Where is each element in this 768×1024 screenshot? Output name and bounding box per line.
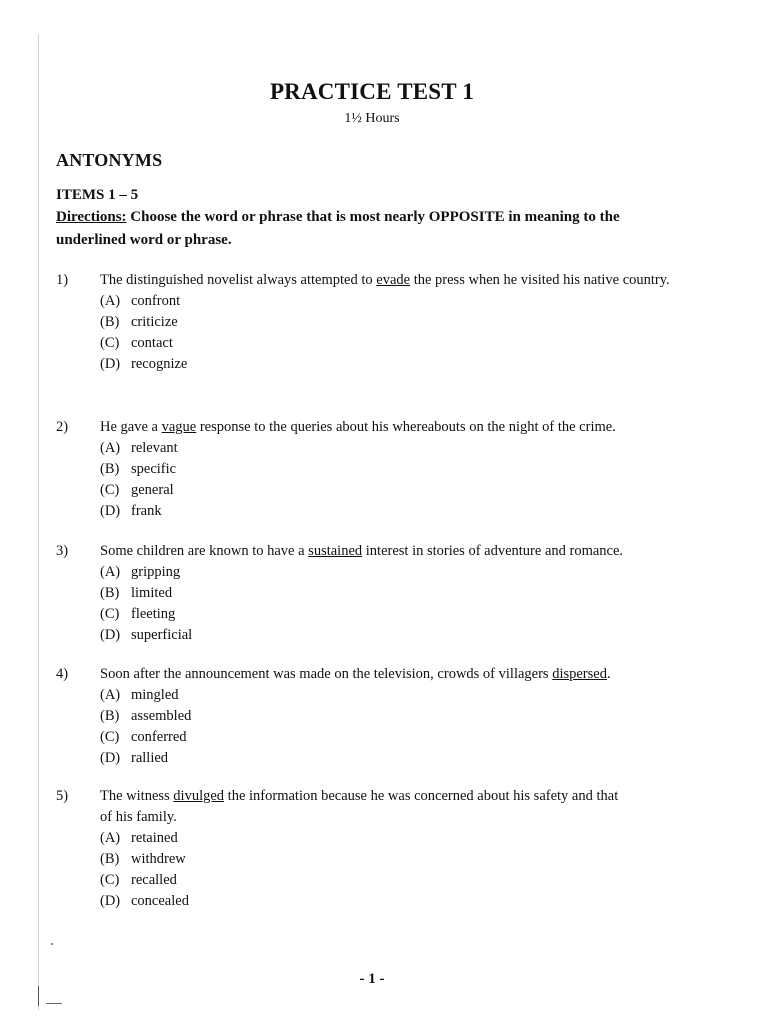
- question-stem: [100, 541, 690, 562]
- option-text: mingled: [131, 687, 179, 703]
- page-edge-rule: [38, 34, 39, 1010]
- answer-option[interactable]: [100, 501, 690, 522]
- option-letter: (A): [100, 564, 121, 580]
- underlined-word: sustained: [308, 543, 363, 559]
- time-limit: 1½ Hours: [344, 111, 400, 126]
- stem-text: response to the queries about his whereabouts on the night of the crime.: [196, 419, 616, 435]
- question-number: 2): [56, 419, 69, 435]
- option-letter: (A): [100, 440, 121, 456]
- stem-text: interest in stories of adventure and romance.: [362, 543, 624, 559]
- option-text: relevant: [131, 440, 178, 456]
- page-edge-mark: [38, 986, 39, 1006]
- page-number: - 1 -: [359, 971, 385, 987]
- option-letter: (B): [100, 314, 120, 330]
- question-stem: [100, 786, 620, 828]
- option-letter: (C): [100, 729, 120, 745]
- option-text: withdrew: [131, 851, 186, 867]
- option-letter: (D): [100, 893, 121, 909]
- underlined-word: vague: [161, 419, 197, 435]
- option-text: limited: [131, 585, 173, 601]
- option-letter: (B): [100, 851, 120, 867]
- question-number: 5): [56, 788, 69, 804]
- answer-option[interactable]: [100, 312, 690, 333]
- option-text: conferred: [131, 729, 187, 745]
- stem-text: The witness: [100, 788, 174, 804]
- stem-text: He gave a: [100, 419, 162, 435]
- page-title: PRACTICE TEST 1: [269, 79, 475, 104]
- option-letter: (C): [100, 606, 120, 622]
- answer-option[interactable]: [100, 625, 690, 646]
- answer-option[interactable]: [100, 828, 690, 849]
- answer-option[interactable]: [100, 870, 690, 891]
- answer-option[interactable]: [100, 480, 690, 501]
- option-text: frank: [131, 503, 162, 519]
- answer-option[interactable]: [100, 291, 690, 312]
- option-text: concealed: [131, 893, 189, 909]
- option-letter: (B): [100, 461, 120, 477]
- question-stem: [100, 417, 690, 438]
- option-text: criticize: [131, 314, 178, 330]
- option-text: general: [131, 482, 174, 498]
- answer-option[interactable]: [100, 891, 690, 912]
- option-text: superficial: [131, 627, 193, 643]
- stem-text: the press when he visited his native country.: [410, 272, 670, 288]
- option-letter: (A): [100, 830, 121, 846]
- answer-option[interactable]: [100, 849, 690, 870]
- answer-option[interactable]: [100, 459, 690, 480]
- option-text: confront: [131, 293, 181, 309]
- answer-options: [100, 291, 690, 375]
- stem-text: Soon after the announcement was made on the television, crowds of villagers: [100, 666, 553, 682]
- option-letter: (B): [100, 585, 120, 601]
- question-number: 3): [56, 543, 69, 559]
- answer-option[interactable]: [100, 685, 690, 706]
- option-text: fleeting: [131, 606, 176, 622]
- answer-option[interactable]: [100, 354, 690, 375]
- option-letter: (D): [100, 356, 121, 372]
- option-letter: (C): [100, 872, 120, 888]
- option-text: contact: [131, 335, 173, 351]
- underlined-word: dispersed: [552, 666, 607, 682]
- option-text: specific: [131, 461, 177, 477]
- option-text: recognize: [131, 356, 188, 372]
- answer-options: [100, 562, 690, 646]
- question-stem: [100, 664, 690, 685]
- option-text: retained: [131, 830, 178, 846]
- answer-option[interactable]: [100, 706, 690, 727]
- stem-text: the information because he was concerned about his safety and that of his family.: [100, 788, 619, 825]
- directions: [56, 206, 656, 252]
- answer-option[interactable]: [100, 562, 690, 583]
- answer-options: [100, 685, 690, 769]
- section-heading: ANTONYMS: [56, 150, 163, 170]
- answer-options: [100, 438, 690, 522]
- option-text: gripping: [131, 564, 181, 580]
- answer-option[interactable]: [100, 604, 690, 625]
- option-letter: (B): [100, 708, 120, 724]
- option-letter: (A): [100, 687, 121, 703]
- option-letter: (D): [100, 750, 121, 766]
- items-range: ITEMS 1 – 5: [56, 187, 139, 203]
- directions-text: Choose the word or phrase that is most nearly OPPOSITE in meaning to the underlined word or phrase.: [56, 209, 620, 248]
- underlined-word: evade: [376, 272, 411, 288]
- scan-speck: [51, 943, 53, 945]
- option-text: rallied: [131, 750, 169, 766]
- answer-option[interactable]: [100, 727, 690, 748]
- stem-text: The distinguished novelist always attempted to: [100, 272, 377, 288]
- answer-option[interactable]: [100, 333, 690, 354]
- question-number: 1): [56, 272, 69, 288]
- underlined-word: divulged: [173, 788, 225, 804]
- option-letter: (C): [100, 335, 120, 351]
- stem-text: Some children are known to have a: [100, 543, 309, 559]
- option-letter: (D): [100, 503, 121, 519]
- question-number: 4): [56, 666, 69, 682]
- question-stem: [100, 270, 670, 291]
- stem-text: .: [606, 666, 611, 682]
- option-letter: (C): [100, 482, 120, 498]
- option-text: recalled: [131, 872, 177, 888]
- option-letter: (A): [100, 293, 121, 309]
- answer-option[interactable]: [100, 583, 690, 604]
- answer-options: [100, 828, 690, 912]
- directions-label: Directions:: [56, 209, 127, 225]
- answer-option[interactable]: [100, 438, 690, 459]
- answer-option[interactable]: [100, 748, 690, 769]
- option-letter: (D): [100, 627, 121, 643]
- option-text: assembled: [131, 708, 192, 724]
- scan-speck: [46, 1003, 62, 1004]
